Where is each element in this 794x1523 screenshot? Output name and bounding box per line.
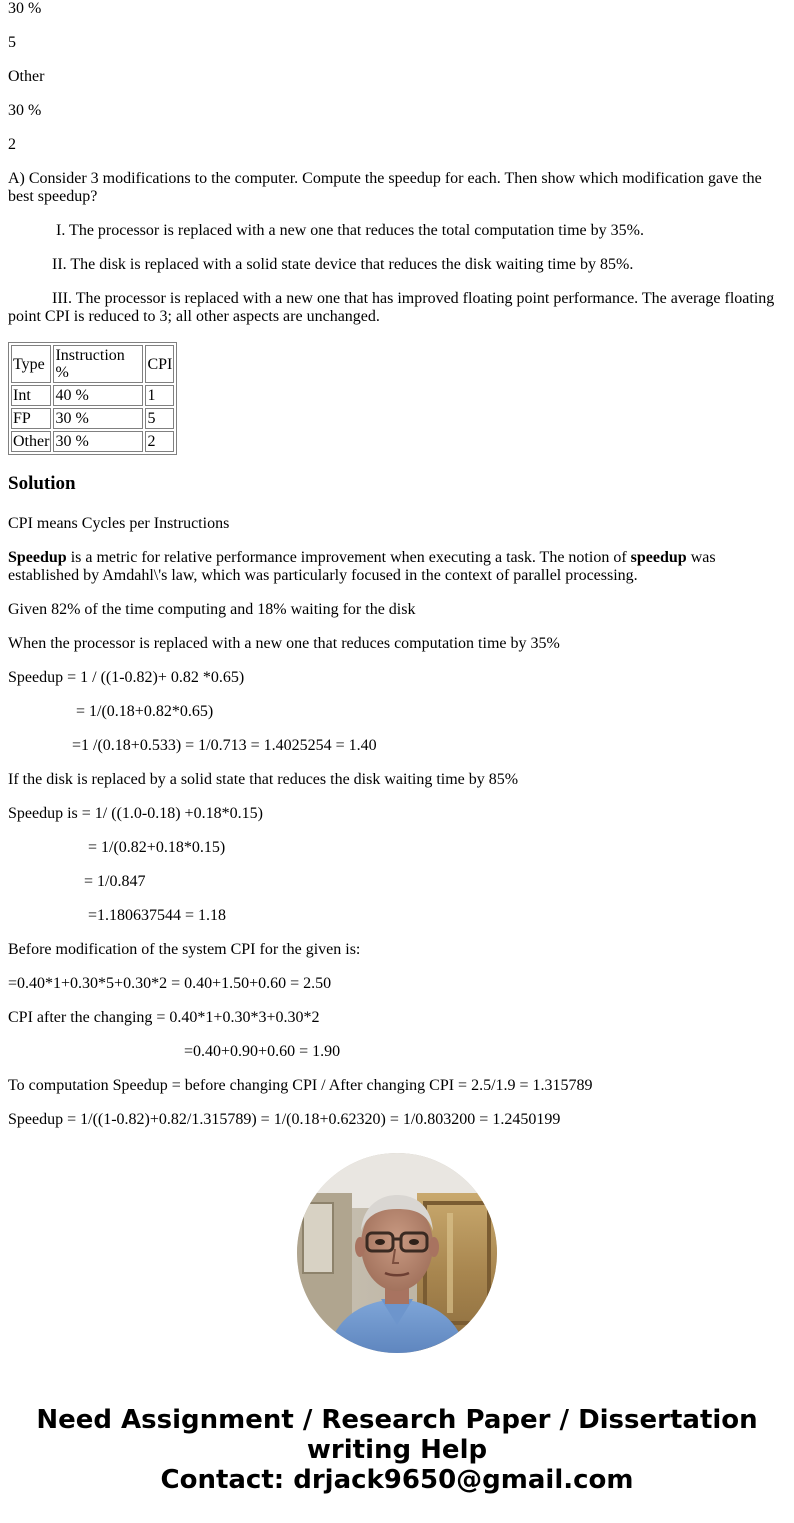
- top-line-5: 2: [8, 136, 16, 153]
- speedup-text-1: is a metric for relative performance improvement when executing a task. The notion of: [66, 549, 631, 566]
- top-line-1: 30 %: [8, 0, 42, 17]
- cpi-definition: CPI means Cycles per Instructions: [8, 515, 230, 532]
- case2-line-1: Speedup is = 1/ ((1.0-0.18) +0.18*0.15): [8, 805, 263, 822]
- author-avatar: [297, 1153, 497, 1353]
- table-row: [11, 431, 174, 452]
- speedup-term-2: speedup: [630, 549, 687, 566]
- case2-line-3: = 1/0.847: [84, 873, 146, 890]
- case1-line-1: Speedup = 1 / ((1-0.82)+ 0.82 *0.65): [8, 669, 245, 686]
- case3-intro: Before modification of the system CPI for the given is:: [8, 941, 361, 958]
- speedup-term: Speedup: [8, 549, 67, 566]
- case3-line-5: Speedup = 1/((1-0.82)+0.82/1.315789) = 1/(0.18+0.62320) = 1/0.803200 = 1.2450199: [8, 1111, 561, 1128]
- case1-line-3: =1 /(0.18+0.533) = 1/0.713 = 1.4025254 = 1.40: [72, 737, 377, 754]
- author-portrait-image: [297, 1153, 497, 1353]
- top-line-3: Other: [8, 68, 45, 85]
- case3-line-1: =0.40*1+0.30*5+0.30*2 = 0.40+1.50+0.60 = 2.50: [8, 975, 332, 992]
- table-row: [11, 385, 174, 406]
- table-header-row: [11, 345, 174, 383]
- case2-line-2: = 1/(0.82+0.18*0.15): [88, 839, 226, 856]
- promo-line-2: writing Help: [306, 1435, 488, 1465]
- table-header-cell: Type: [11, 345, 51, 383]
- table-header-cell: Instruction %: [53, 345, 143, 383]
- modification-2: II. The disk is replaced with a solid state device that reduces the disk waiting time by 85%.: [52, 256, 634, 273]
- top-line-2: 5: [8, 34, 16, 51]
- table-cell: 5: [145, 408, 174, 429]
- modification-3: III. The processor is replaced with a new one that has improved floating point performance. The average floating point CPI is reduced to 3; all other aspects are unchanged.: [8, 290, 775, 325]
- modification-1: I. The processor is replaced with a new one that reduces the total computation time by 35%.: [56, 222, 644, 239]
- table-cell: Other: [13, 433, 50, 450]
- promo-line-1: Need Assignment / Research Paper / Dissertation: [36, 1405, 758, 1435]
- promo-contact: Contact: drjack9650@gmail.com: [160, 1465, 634, 1495]
- table-row: [11, 408, 174, 429]
- speedup-text-2: was established by Amdahl\'s law, which was particularly focused in the context of parallel processing.: [8, 549, 716, 584]
- table-cell: 30 %: [53, 408, 143, 429]
- given-statement: Given 82% of the time computing and 18% waiting for the disk: [8, 601, 416, 618]
- table-cell: 40 %: [53, 385, 143, 406]
- promo-banner: [0, 1405, 794, 1495]
- case1-line-2: = 1/(0.18+0.82*0.65): [76, 703, 214, 720]
- case3-line-4: To computation Speedup = before changing CPI / After changing CPI = 2.5/1.9 = 1.315789: [8, 1077, 593, 1094]
- speedup-definition: [8, 549, 786, 585]
- case3-line-2: CPI after the changing = 0.40*1+0.30*3+0.30*2: [8, 1009, 320, 1026]
- table-cell: 30 %: [53, 431, 143, 452]
- question-text: A) Consider 3 modifications to the computer. Compute the speedup for each. Then show which modification gave the best speedup?: [8, 170, 762, 205]
- case1-intro: When the processor is replaced with a new one that reduces computation time by 35%: [8, 635, 560, 652]
- table-cell: 2: [145, 431, 174, 452]
- top-line-4: 30 %: [8, 102, 42, 119]
- table-header-cell: CPI: [145, 345, 174, 383]
- table-cell: Int: [11, 385, 51, 406]
- table-cell: 1: [145, 385, 174, 406]
- table-cell: FP: [11, 408, 51, 429]
- case2-line-4: =1.180637544 = 1.18: [88, 907, 227, 924]
- case3-line-3: =0.40+0.90+0.60 = 1.90: [184, 1043, 341, 1060]
- instruction-mix-table: [8, 342, 177, 455]
- case2-intro: If the disk is replaced by a solid state that reduces the disk waiting time by 85%: [8, 771, 519, 788]
- solution-heading: Solution: [8, 473, 76, 494]
